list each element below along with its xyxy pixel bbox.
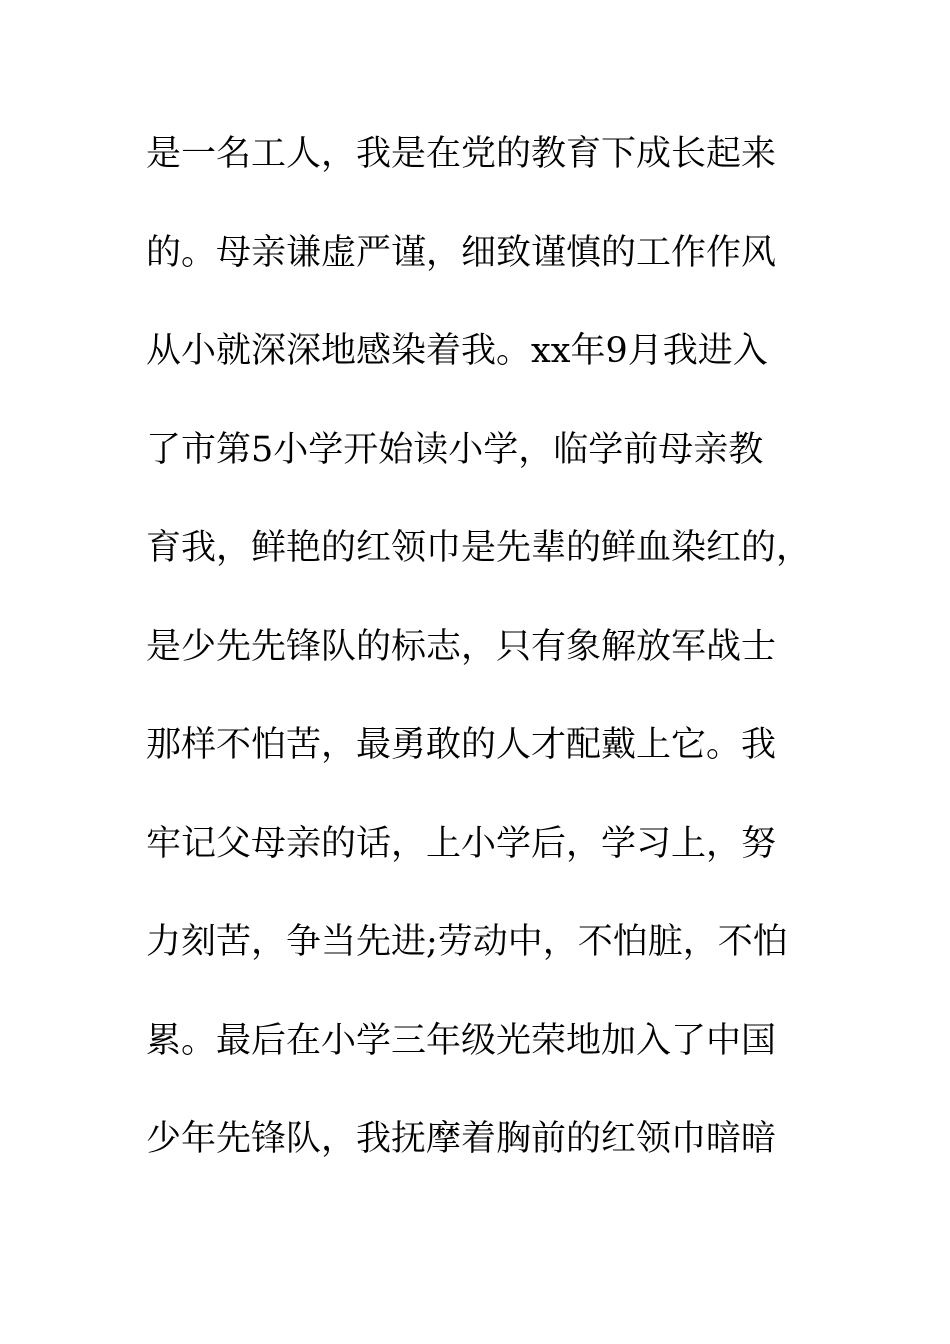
body-text: [146, 127, 816, 1211]
text-line: 是一名工人，我是在党的教育下成长起来: [146, 134, 777, 174]
text-line: 那样不怕苦，最勇敢的人才配戴上它。我: [146, 725, 777, 765]
text-line: 的。母亲谦虚严谨，细致谨慎的工作作风: [146, 232, 777, 273]
text-line: 是少先先锋队的标志，只有象解放军战士: [146, 626, 777, 667]
text-line: 累。最后在小学三年级光荣地加入了中国: [146, 1020, 777, 1061]
text-line: 从小就深深地感染着我。xx年9月我进入: [146, 331, 768, 371]
text-line: 力刻苦，争当先进;劳动中，不怕脏，不怕: [146, 922, 788, 962]
text-line: 少年先锋队，我抚摩着胸前的红领巾暗暗: [146, 1119, 777, 1159]
text-line: 育我，鲜艳的红领巾是先辈的鲜血染红的，: [146, 528, 812, 568]
text-line: 牢记父母亲的话，上小学后，学习上，努: [146, 823, 777, 864]
text-line: 了市第5小学开始读小学，临学前母亲教: [146, 429, 764, 470]
